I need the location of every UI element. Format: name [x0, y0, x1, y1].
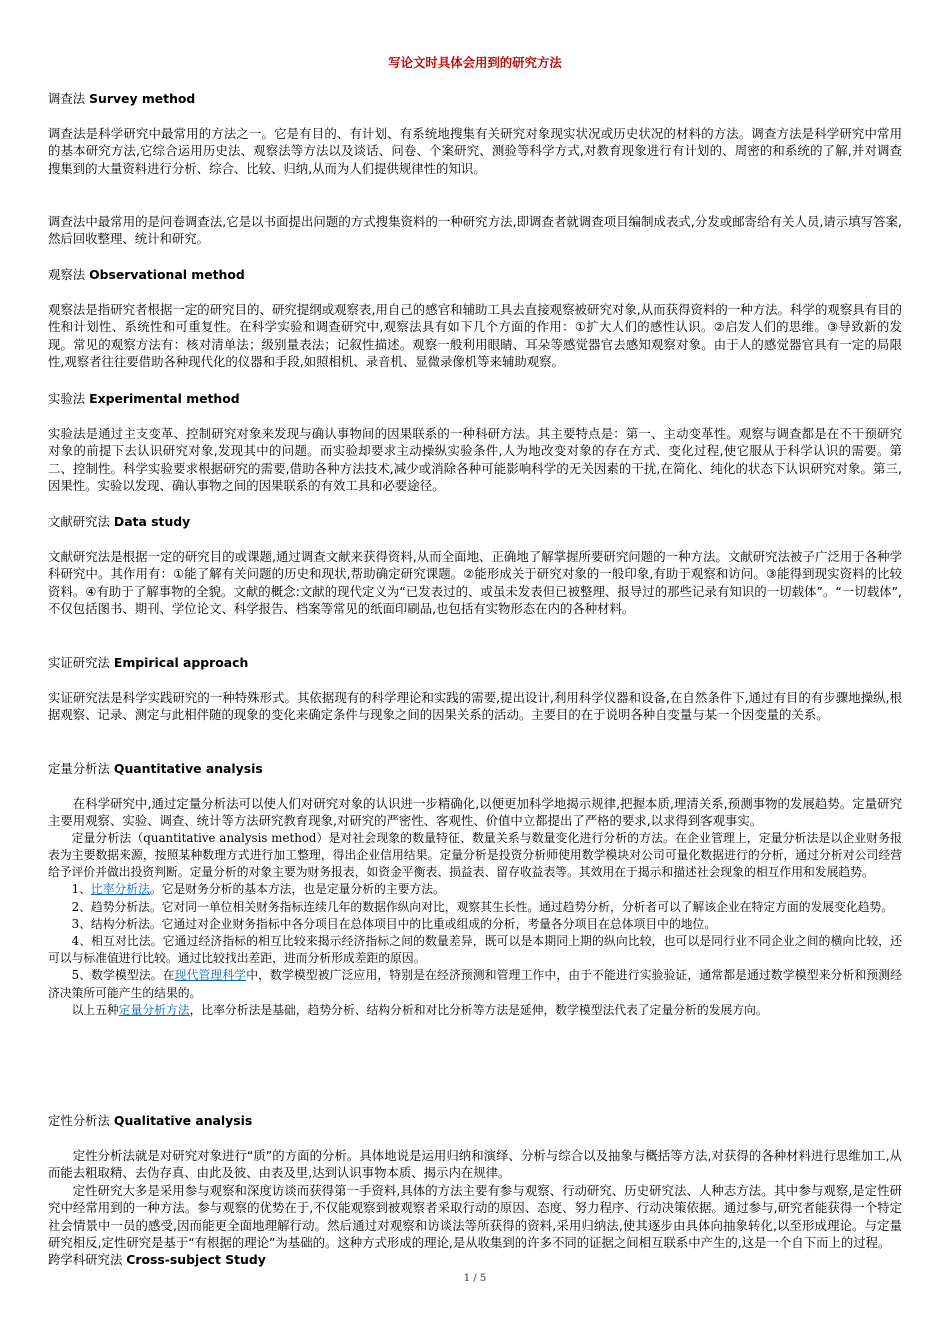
heading-literature — [48, 513, 190, 530]
summary-rest: ，比率分析法是基础，趋势分析、结构分析和对比分析等方法是延伸，数学模型法代表了定量分析的发展方向。 — [189, 1002, 768, 1017]
heading-quantitative-en: Quantitative analysis — [113, 761, 263, 776]
item-5-rest: 中，数学模型被广泛应用，特别是在经济预测和管理工作中，由于不能进行实验验证，通常都是通过数学模型来分析和预测经济决策所可能产生的结果的。 — [48, 968, 902, 1000]
qualitative-block — [48, 1147, 902, 1251]
heading-observation-cn: 观察法 — [48, 267, 86, 282]
heading-cross-cn: 跨学科研究法 — [48, 1252, 123, 1267]
heading-experiment-cn: 实验法 — [48, 391, 86, 406]
heading-observation — [48, 266, 245, 283]
heading-observation-en: Observational method — [89, 267, 245, 282]
heading-survey-en: Survey method — [89, 91, 196, 106]
observation-paragraph: 观察法是指研究者根据一定的研究目的、研究提纲或观察表,用自己的感官和辅助工具去直接观察被研究对象,从而获得资料的一种方法。科学的观察具有目的性和计划性、系统性和可重复性。在科学实验和调查研究中,观察法具有如下几个方面的作用：①扩大人们的感性认识。②启发人们的思维。③导致新的发现。常见的观察方法有：核对清单法；级别量表法；记叙性描述。观察一般利用眼睛、耳朵等感觉器官去感知观察对象。由于人的感觉器官具有一定的局限性,观察者往往要借助各种现代化的仪器和手段,如照相机、录音机、显微录像机等来辅助观察。 — [48, 302, 902, 370]
experiment-paragraph: 实验法是通过主支变革、控制研究对象来发现与确认事物间的因果联系的一种科研方法。其主要特点是：第一、主动变革性。观察与调查都是在不干预研究对象的前提下去认识研究对象,发现其中的问题。而实验却要求主动操纵实验条件,人为地改变对象的存在方式、变化过程,使它服从于科学认识的需要。第二、控制性。科学实验要求根据研究的需要,借助各种方法技术,减少或消除各种可能影响科学的无关因素的干扰,在简化、纯化的状态下认识研究对象。第三,因果性。实验以发现、确认事物之间的因果联系的有效工具和必要途径。 — [48, 426, 902, 494]
survey-paragraph-1: 调查法是科学研究中最常用的方法之一。它是有目的、有计划、有系统地搜集有关研究对象现实状况或历史状况的材料的方法。调查方法是科学研究中常用的基本研究方法,它综合运用历史法、观察法等方法以及谈话、问卷、个案研究、测验等科学方式,对教育现象进行有计划的、周密的和系统的了解,并对调查搜集到的大量资料进行分析、综合、比较、归纳,从而为人们提供规律性的知识。 — [48, 126, 902, 176]
heading-qualitative — [48, 1112, 252, 1129]
heading-qualitative-en: Qualitative analysis — [113, 1113, 253, 1128]
quantitative-paragraph-1: 在科学研究中,通过定量分析法可以使人们对研究对象的认识进一步精确化,以便更加科学地揭示规律,把握本质,理清关系,预测事物的发展趋势。定量研究主要用观察、实验、调查、统计等方法研究教育现象,对研究的严密性、客观性、价值中立都提出了严格的要求,以求得到客观事实。 — [48, 796, 902, 829]
qualitative-paragraph-2: 定性研究大多是采用参与观察和深度访谈而获得第一手资料,具体的方法主要有参与观察、行动研究、历史研究法、人种志方法。其中参与观察,是定性研究中经常用到的一种方法。参与观察的优势在于,不仅能观察到被观察者采取行动的原因、态度、努力程序、行动决策依据。通过参与,研究者能获得一个特定社会情景中一员的感受,因而能更全面地理解行动。然后通过对观察和访谈法等所获得的资料,采用归纳法,使其逐步由具体向抽象转化,以至形成理论。与定量研究相反,定性研究是基于“有根据的理论”为基础的。这种方式形成的理论,是从收集到的许多不同的证据之间相互联系中产生的,这是一个自下而上的过程。 — [48, 1182, 902, 1251]
item-5-prefix: 5、数学模型法。在 — [71, 968, 175, 983]
quantitative-block — [48, 795, 902, 1019]
qualitative-paragraph-1: 定性分析法就是对研究对象进行“质”的方面的分析。具体地说是运用归纳和演绎、分析与综合以及抽象与概括等方法,对获得的各种材料进行思维加工,从而能去粗取精、去伪存真、由此及彼、由表及里,达到认识事物本质、揭示内在规律。 — [48, 1148, 902, 1181]
item-1-prefix: 1、 — [71, 882, 91, 897]
ratio-analysis-link[interactable]: 比率分析法 — [90, 882, 150, 897]
heading-empirical — [48, 654, 248, 671]
heading-experiment — [48, 390, 240, 407]
heading-quantitative — [48, 760, 263, 777]
empirical-paragraph: 实证研究法是科学实践研究的一种特殊形式。其依据现有的科学理论和实践的需要,提出设计,利用科学仪器和设备,在自然条件下,通过有目的有步骤地操纵,根据观察、记录、测定与此相伴随的现象的变化来确定条件与现象之间的因果关系的活动。主要目的在于说明各种自变量与某一个因变量的关系。 — [48, 690, 902, 723]
heading-empirical-en: Empirical approach — [113, 655, 249, 670]
survey-paragraph-2: 调查法中最常用的是问卷调查法,它是以书面提出问题的方式搜集资料的一种研究方法,即调查者就调查项目编制成表式,分发或邮寄给有关人员,请示填写答案,然后回收整理、统计和研究。 — [48, 214, 902, 247]
heading-literature-en: Data study — [113, 514, 191, 529]
quantitative-summary — [48, 1002, 902, 1019]
quantitative-methods-link[interactable]: 定量分析方法 — [118, 1002, 190, 1017]
page-indicator: 1 / 5 — [463, 1273, 487, 1284]
heading-qualitative-cn: 定性分析法 — [48, 1113, 110, 1128]
quantitative-item-4: 4、相互对比法。它通过经济指标的相互比较来揭示经济指标之间的数量差异，既可以是本期同上期的纵向比较，也可以是同行业不同企业之间的横向比较，还可以与标准值进行比较。通过比较找出差距，进而分析形成差距的原因。 — [48, 934, 902, 966]
heading-survey-cn: 调查法 — [48, 91, 86, 106]
heading-quantitative-cn: 定量分析法 — [48, 761, 110, 776]
document-title: 写论文时具体会用到的研究方法 — [388, 55, 562, 70]
quantitative-paragraph-2: 定量分析法（quantitative analysis method）是对社会现象的数量特征、数量关系与数量变化进行分析的方法。在企业管理上，定量分析法是以企业财务报表为主要数据来源，按照某种数理方式进行加工整理，得出企业信用结果。定量分析是投资分析师使用数学模块对公司可量化数据进行的分析，通过分析对公司经营给予评价并做出投资判断。定量分析的对象主要为财务报表，如资金平衡表、损益表、留存收益表等。其效用在于揭示和描述社会现象的相互作用和发展趋势。 — [48, 830, 902, 880]
heading-cross-subject — [48, 1251, 266, 1268]
heading-literature-cn: 文献研究法 — [48, 514, 110, 529]
heading-experiment-en: Experimental method — [89, 391, 240, 406]
heading-cross-en: Cross-subject Study — [126, 1252, 266, 1267]
quantitative-item-3: 3、结构分析法。它通过对企业财务指标中各分项目在总体项目中的比重或组成的分析，考量各分项目在总体项目中的地位。 — [71, 916, 717, 931]
quantitative-item-5 — [48, 967, 902, 1001]
quantitative-item-1 — [48, 881, 902, 898]
heading-empirical-cn: 实证研究法 — [48, 655, 110, 670]
modern-management-link[interactable]: 现代管理科学 — [174, 968, 247, 983]
item-1-rest: 。它是财务分析的基本方法，也是定量分析的主要方法。 — [149, 882, 445, 897]
quantitative-item-2: 2、趋势分析法。它对同一单位相关财务指标连续几年的数据作纵向对比，观察其生长性。通过趋势分析，分析者可以了解该企业在特定方面的发展变化趋势。 — [71, 899, 894, 914]
summary-prefix: 以上五种 — [71, 1002, 119, 1017]
literature-paragraph: 文献研究法是根据一定的研究目的或课题,通过调查文献来获得资料,从而全面地、正确地了解掌握所要研究问题的一种方法。文献研究法被子广泛用于各种学科研究中。其作用有：①能了解有关问题的历史和现状,帮助确定研究课题。②能形成关于研究对象的一般印象,有助于观察和访问。③能得到现实资料的比较资料。④有助于了解事物的全貌。文献的概念:文献的现代定义为“已发表过的、或虽未发表但已被整理、报导过的那些记录有知识的一切载体”。“一切载体”,不仅包括图书、期刊、学位论文、科学报告、档案等常见的纸面印刷品,也包括有实物形态在内的各种材料。 — [48, 549, 902, 617]
heading-survey — [48, 90, 195, 107]
